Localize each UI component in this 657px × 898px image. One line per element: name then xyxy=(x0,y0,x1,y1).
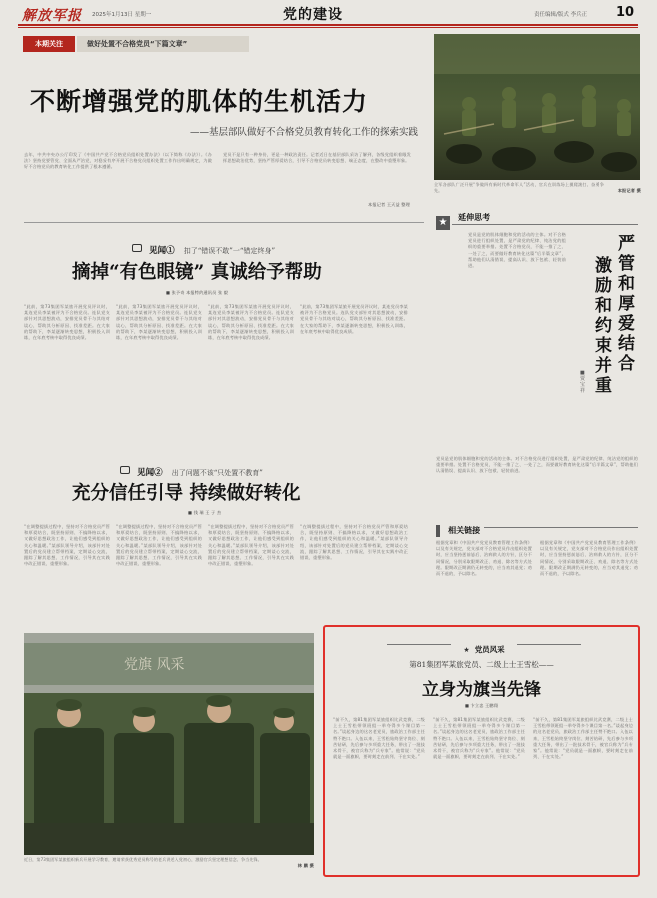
see-1-column-3: “此前，第73集团军某旅开展党员评议时，某连党员李某被评为不合格党员。连队党支部针对其思想波动，安排党员骨干与其结对谈心，帮助其分析原因、找准差距。在大家的帮助下，李某逐渐转变思想，积极投入训练，在年底考核中取得优良成绩。 xyxy=(208,304,294,341)
reflection-rule xyxy=(452,224,638,225)
see-2-label: 见闻② xyxy=(137,468,163,478)
intro-byline: 本报记者 王天益 整理 xyxy=(367,202,410,207)
bottom-photo-caption: 近日，第73集团军某旅组织新兵开展学习教育，邀请荣获优秀党员称号的老兵讲述入党初心，激励官兵坚定理想信念、争当先锋。 xyxy=(24,857,262,862)
svg-text:党旗 风采: 党旗 风采 xyxy=(124,657,185,673)
feature-kicker: 第81集团军某旅党员、二级上士王雪松—— xyxy=(409,660,554,669)
see-2-byline: ■ 钱 瑞 王 子 杰 xyxy=(188,510,222,515)
section-title: 党的建设 xyxy=(283,7,343,23)
top-photo-credit: 本报记者 摄 xyxy=(617,188,641,193)
links-column-2: 根据党章和《中国共产党党员教育管理工作条例》以及有关规定，党支部对不合格党员作出组织处置时，应当坚持惩前毖后、治病救人的方针，区分不同情况，分别采取限期改正、劝退、除名等方式处理。限期改正期满仍无转变的，应当劝其退党；劝而不退的，予以除名。 xyxy=(540,540,638,577)
feature-column-1: “前不久，第81集团军某旅组织比武竞赛，二级上士王雪松带领班组一举夺得多个课目第一名。”谈起身边的这名老党员，旅政治工作部主任赞不绝口。入伍以来，王雪松始终坚守岗位、刻苦钻研，先后参与多项重大任务，带出了一批技术骨干，被官兵称为“兵专家”。他常说：“党员就是一面旗帜，要时刻走在前列、干在实处。” xyxy=(333,717,425,760)
see-2-headline: 充分信任引导 持续做好转化 xyxy=(72,483,301,504)
intro-column-1: 去年，中共中央办公厅印发了《中国共产党不合格党员组织处置办法》（以下简称《办法》）。《办法》坚持党要管党、全面从严治党，对稳妥有序开展不合格党员组织处置工作作出明确规定，为做好不合格党员的教育转化工作提供了根本遵循。 xyxy=(24,152,212,170)
see-2-column-2: “在调整提拔过程中，坚持对不合格党员严管和厚爱结合，既坚持原则、不搞降格以求，又做好思想政治工作，让他们感受到组织的关心和温暖。”某部队领导介绍，该部针对处置后的党员建立帮带档案，定期谈心交流，跟踪了解其思想、工作情况，引导其在实践中改正错误、重塑形象。 xyxy=(116,524,202,567)
intro-column-2: 党员不是只有一种身份，更是一种政治责任。记者近日在基层部队采访了解到，各级党组织着眼发挥思想政治优势，坚持严管厚爱结合，引导不合格党员转变思想、端正态度，在整改中重塑形象。 xyxy=(223,152,411,164)
masthead-rule-thin xyxy=(18,27,638,28)
main-headline: 不断增强党的肌体的生机活力 xyxy=(30,87,369,116)
see-2-column-4: “在调整提拔过程中，坚持对不合格党员严管和厚爱结合，既坚持原则、不搞降格以求，又做好思想政治工作，让他们感受到组织的关心和温暖。”某部队领导介绍，该部针对处置后的党员建立帮带档案，定期谈心交流，跟踪了解其思想、工作情况，引导其在实践中改正错误、重塑形象。 xyxy=(300,524,408,561)
feature-box xyxy=(323,625,640,877)
bottom-photo-credit: 林 鹏 摄 xyxy=(297,863,314,868)
issue-date: 2025年1月13日 星期一 xyxy=(92,12,152,18)
feature-deco-line-right xyxy=(517,644,581,645)
see-1-column-2: “此前，第73集团军某旅开展党员评议时，某连党员李某被评为不合格党员。连队党支部针对其思想波动，安排党员骨干与其结对谈心，帮助其分析原因、找准差距。在大家的帮助下，李某逐渐转变思想，积极投入训练，在年底考核中取得优良成绩。 xyxy=(116,304,202,341)
see-1-column-4: “此前，第73集团军某旅开展党员评议时，某连党员李某被评为不合格党员。连队党支部针对其思想波动，安排党员骨干与其结对谈心，帮助其分析原因、找准差距。在大家的帮助下，李某逐渐转变思想，积极投入训练，在年底考核中取得优良成绩。 xyxy=(300,304,408,334)
star-icon: ★ xyxy=(436,216,450,230)
page-number: 10 xyxy=(616,5,635,20)
masthead-rule xyxy=(18,24,638,26)
reflection-body-continued: 党员是党的肌体细胞和党的活动的主体。对不合格党员进行组织处置，是严肃党的纪律、纯洁党的组织的重要举措。处置不合格党员，不能一推了之、一处了之，而要做好教育转化这篇“后半篇文章”，帮助他们认清错误、提高认识、放下包袱、轻装前进。 xyxy=(436,456,638,474)
paper-logo: 解放军报 xyxy=(22,8,82,24)
top-photo xyxy=(434,34,640,180)
links-column-1: 根据党章和《中国共产党党员教育管理工作条例》以及有关规定，党支部对不合格党员作出组织处置时，应当坚持惩前毖后、治病救人的方针，区分不同情况，分别采取限期改正、劝退、除名等方式处理。限期改正期满仍无转变的，应当劝其退党；劝而不退的，予以除名。 xyxy=(436,540,532,577)
top-photo-caption: 全军各部队广泛开展“争做四有新时代革命军人”活动，官兵在训练场上摸爬滚打、奋勇争先。 xyxy=(434,182,604,193)
focus-topic: 做好处置不合格党员“下篇文章” xyxy=(77,36,249,52)
link-icon xyxy=(436,525,440,537)
feature-column-3: “前不久，第81集团军某旅组织比武竞赛，二级上士王雪松带领班组一举夺得多个课目第一名。”谈起身边的这名老党员，旅政治工作部主任赞不绝口。入伍以来，王雪松始终坚守岗位、刻苦钻研，先后参与多项重大任务，带出了一批技术骨干，被官兵称为“兵专家”。他常说：“党员就是一面旗帜，要时刻走在前列、干在实处。” xyxy=(533,717,633,760)
bottom-photo xyxy=(24,633,314,855)
feature-tag-label: 党员风采 xyxy=(474,645,505,654)
see-2-column-3: “在调整提拔过程中，坚持对不合格党员严管和厚爱结合，既坚持原则、不搞降格以求，又做好思想政治工作，让他们感受到组织的关心和温暖。”某部队领导介绍，该部针对处置后的党员建立帮带档案，定期谈心交流，跟踪了解其思想、工作情况，引导其在实践中改正错误、重塑形象。 xyxy=(208,524,294,567)
see-1-byline: ■ 张予奇 本报特约通讯员 张 毅 xyxy=(166,290,229,295)
divider-line xyxy=(24,222,424,223)
masthead xyxy=(0,0,657,30)
camera-icon xyxy=(132,244,142,252)
feature-headline: 立身为旗当先锋 xyxy=(422,680,541,700)
focus-tag: 本期关注 xyxy=(23,36,75,52)
reflection-author: ■贾宝祥 xyxy=(580,370,586,394)
feature-deco-line-left xyxy=(387,644,451,645)
editor-credit: 责任编辑/版式 李兵正 xyxy=(534,12,588,18)
see-1-column-1: “此前，第73集团军某旅开展党员评议时，某连党员李某被评为不合格党员。连队党支部针对其思想波动，安排党员骨干与其结对谈心，帮助其分析原因、找准差距。在大家的帮助下，李某逐渐转变思想，积极投入训练，在年底考核中取得优良成绩。 xyxy=(24,304,110,341)
links-rule xyxy=(484,527,638,528)
camera-icon xyxy=(120,466,130,474)
see-1-label: 见闻① xyxy=(149,246,175,256)
focus-banner xyxy=(23,36,249,52)
reflection-title-a: 严管和厚爱结合 xyxy=(618,234,635,374)
reflection-header xyxy=(436,210,636,228)
see-2-header xyxy=(120,460,420,478)
see-2-kicker: 出了问题不该“只处置不教育” xyxy=(171,469,263,477)
main-subheadline: ——基层部队做好不合格党员教育转化工作的探索实践 xyxy=(189,127,418,138)
see-1-kicker: 扣了“错误不敢”一“错定终身” xyxy=(183,247,276,255)
reflection-tag: 延伸思考 xyxy=(458,212,491,222)
star-icon: ★ xyxy=(463,646,470,654)
see-1-header xyxy=(132,238,412,256)
see-2-column-1: “在调整提拔过程中，坚持对不合格党员严管和厚爱结合，既坚持原则、不搞降格以求，又做好思想政治工作，让他们感受到组织的关心和温暖。”某部队领导介绍，该部针对处置后的党员建立帮带档案，定期谈心交流，跟踪了解其思想、工作情况，引导其在实践中改正错误、重塑形象。 xyxy=(24,524,110,567)
feature-column-2: “前不久，第81集团军某旅组织比武竞赛，二级上士王雪松带领班组一举夺得多个课目第一名。”谈起身边的这名老党员，旅政治工作部主任赞不绝口。入伍以来，王雪松始终坚守岗位、刻苦钻研，先后参与多项重大任务，带出了一批技术骨干，被官兵称为“兵专家”。他常说：“党员就是一面旗帜，要时刻走在前列、干在实处。” xyxy=(433,717,525,760)
links-tag: 相关链接 xyxy=(448,525,481,535)
feature-tag xyxy=(453,637,515,654)
reflection-title-b: 激励和约束并重 xyxy=(595,256,612,396)
see-1-headline: 摘掉“有色眼镜” 真诚给予帮助 xyxy=(72,262,322,283)
feature-byline: ■ 卞立忠 王鹏翔 xyxy=(464,703,499,708)
reflection-body: 党员是党的肌体细胞和党的活动的主体。对不合格党员进行组织处置，是严肃党的纪律、纯洁党的组织的重要举措。处置不合格党员，不能一推了之、一处了之，而要做好教育转化这篇“后半篇文章”，帮助他们认清错误、提高认识、放下包袱、轻装前进。 xyxy=(468,232,566,269)
